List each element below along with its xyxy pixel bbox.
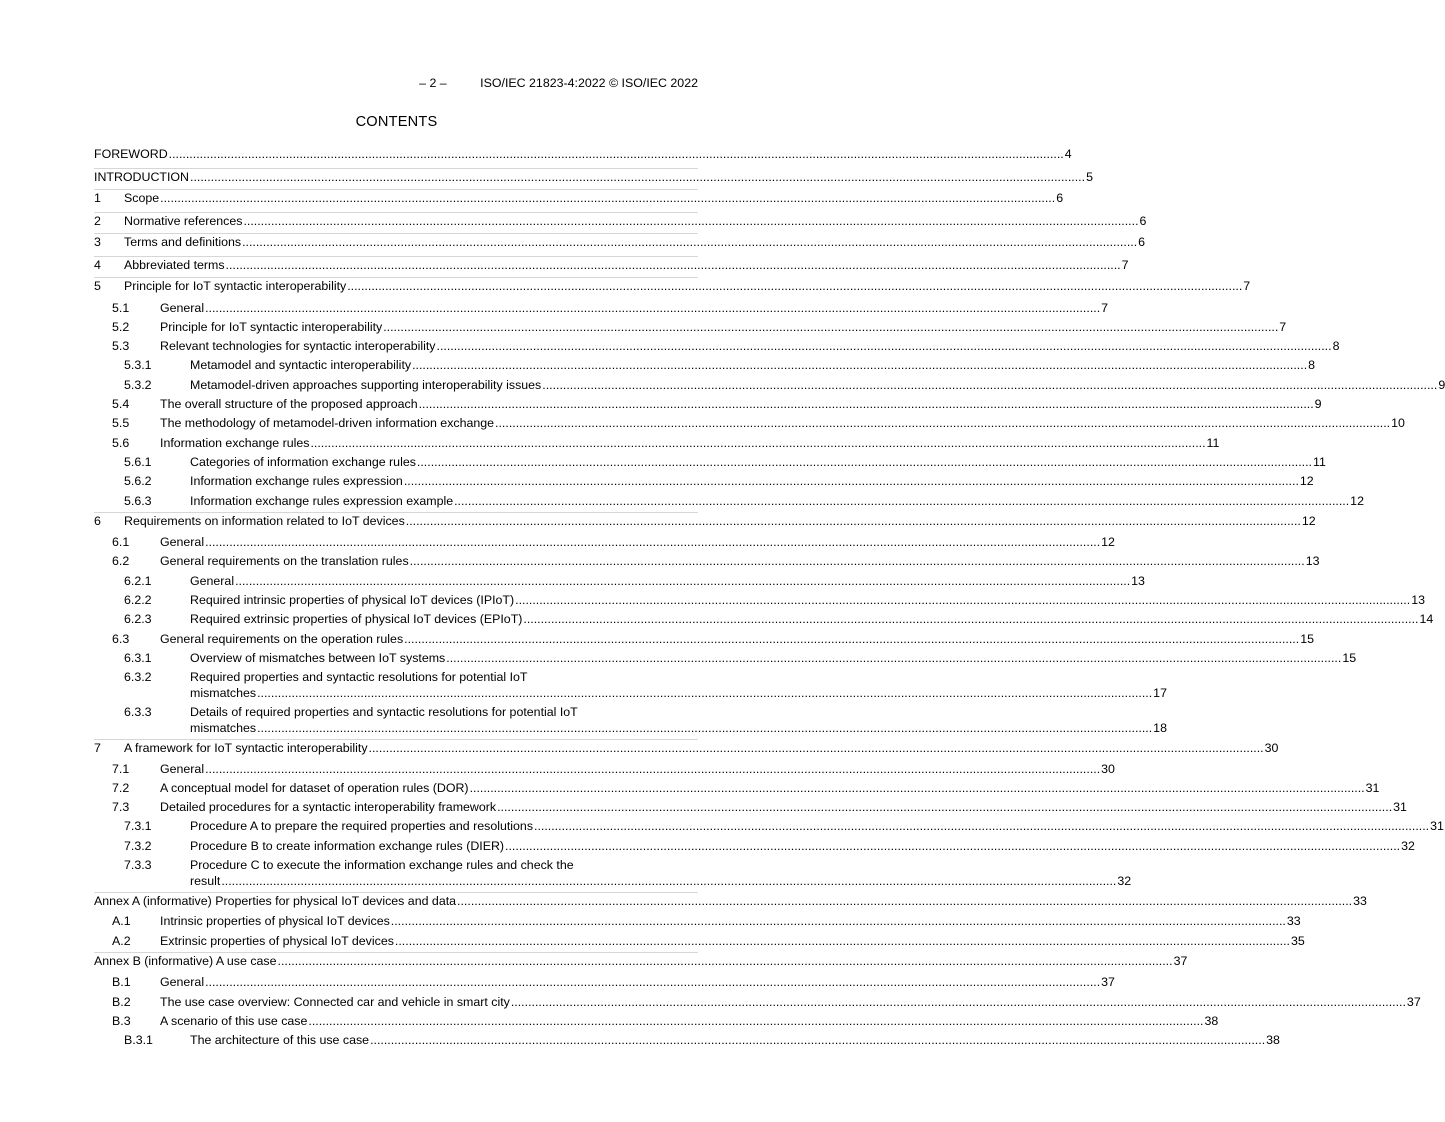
dot-leader: .................................................................................................................................................................................................................................................................... xyxy=(510,995,1406,1009)
toc-entry-title: Required extrinsic properties of physical IoT devices (EPIoT) xyxy=(190,612,523,626)
page-number: – 2 – xyxy=(419,76,447,90)
toc-entry-title: Principle for IoT syntactic interoperability xyxy=(124,279,347,293)
toc-entry-page: 9 xyxy=(1438,378,1445,392)
dot-leader: .................................................................................................................................................................................................................................................................... xyxy=(205,535,1101,549)
toc-entry-number: 7.3 xyxy=(112,800,130,814)
toc-entry xyxy=(94,650,1357,666)
toc-entry-page: 32 xyxy=(1401,839,1415,853)
toc-entry-number: 5.4 xyxy=(112,397,130,411)
dot-leader: .................................................................................................................................................................................................................................................................... xyxy=(242,235,1138,249)
toc-entry-number: 7.3.1 xyxy=(124,819,152,833)
toc-entry-title: A framework for IoT syntactic interoperability xyxy=(124,741,368,755)
toc-entry-title: A scenario of this use case xyxy=(160,1014,308,1028)
toc-entry xyxy=(94,952,1188,969)
dot-leader: .................................................................................................................................................................................................................................................................... xyxy=(409,554,1305,568)
toc-entry-page: 12 xyxy=(1350,494,1364,508)
toc-entry xyxy=(94,473,1314,489)
toc-entry-number: B.3 xyxy=(112,1014,131,1028)
dot-leader: .................................................................................................................................................................................................................................................................... xyxy=(523,612,1419,626)
toc-entry-title: Detailed procedures for a syntactic interoperability framework xyxy=(160,800,497,814)
toc-entry-title: mismatches xyxy=(190,686,257,700)
toc-entry-page: 7 xyxy=(1279,320,1287,334)
toc-entry-page: 13 xyxy=(1411,593,1425,607)
toc-entry-page: 33 xyxy=(1353,894,1367,908)
toc-entry-title: Terms and definitions xyxy=(124,235,242,249)
toc-entry-page: 30 xyxy=(1101,762,1115,776)
toc-entry-title: Information exchange rules xyxy=(160,436,310,450)
toc-entry-number: 6.2.3 xyxy=(124,612,152,626)
toc-entry-number: 5 xyxy=(94,279,101,293)
toc-entry-page: 7 xyxy=(1243,279,1251,293)
toc-entry xyxy=(94,534,1115,550)
toc-entry-title: Information exchange rules expression xyxy=(190,474,403,488)
toc-entry-number: 7.3.2 xyxy=(124,839,152,853)
toc-entry-title: Principle for IoT syntactic interoperability xyxy=(160,320,383,334)
toc-entry-title: Categories of information exchange rules xyxy=(190,455,416,469)
toc-entry-title: Normative references xyxy=(124,214,243,228)
toc-entry xyxy=(94,913,1301,929)
toc-entry-title: mismatches xyxy=(190,721,257,735)
toc-entry-title: The overall structure of the proposed approach xyxy=(160,397,418,411)
dot-leader: .................................................................................................................................................................................................................................................................... xyxy=(205,762,1101,776)
toc-entry-title: Relevant technologies for syntactic interoperability xyxy=(160,339,436,353)
toc-entry xyxy=(94,838,1415,854)
toc-entry-number: 6.2.1 xyxy=(124,574,152,588)
toc-entry-title: Scope xyxy=(124,191,160,205)
toc-entry xyxy=(94,189,1064,206)
toc-entry-number: A.2 xyxy=(112,934,131,948)
dot-leader: .................................................................................................................................................................................................................................................................... xyxy=(403,474,1299,488)
dot-leader: .................................................................................................................................................................................................................................................................... xyxy=(190,170,1086,184)
dot-leader: .................................................................................................................................................................................................................................................................... xyxy=(205,975,1101,989)
toc-entry-title: General xyxy=(160,535,205,549)
toc-entry-number: 5.5 xyxy=(112,416,130,430)
dot-leader: .................................................................................................................................................................................................................................................................... xyxy=(497,800,1393,814)
toc-entry-page: 37 xyxy=(1406,995,1421,1009)
dot-leader: .................................................................................................................................................................................................................................................................... xyxy=(404,632,1300,646)
dot-leader: .................................................................................................................................................................................................................................................................... xyxy=(416,455,1312,469)
toc-entry-title: Overview of mismatches between IoT systems xyxy=(190,651,446,665)
toc-entry-page: 11 xyxy=(1206,436,1220,450)
toc-entry-page: 12 xyxy=(1301,514,1316,528)
toc-entry xyxy=(94,493,1364,509)
toc-entry-number: 5.2 xyxy=(112,320,130,334)
toc-entry xyxy=(94,168,1093,185)
toc-entry xyxy=(94,799,1407,815)
dot-leader: .................................................................................................................................................................................................................................................................... xyxy=(394,934,1290,948)
toc-entry-page: 4 xyxy=(1064,147,1072,161)
toc-entry-title: Procedure A to prepare the required properties and resolutions xyxy=(190,819,534,833)
toc-entry-page: 8 xyxy=(1332,339,1340,353)
toc-entry-number: 2 xyxy=(94,214,101,228)
toc-entry xyxy=(94,277,1251,294)
toc-entry-number: 3 xyxy=(94,235,101,249)
toc-entry-page: 12 xyxy=(1299,474,1314,488)
toc-entry-page: 7 xyxy=(1121,258,1129,272)
toc-entry xyxy=(94,739,1279,756)
toc-entry xyxy=(94,212,1147,229)
dot-leader: .................................................................................................................................................................................................................................................................... xyxy=(257,686,1153,700)
toc-entry xyxy=(94,761,1115,777)
toc-entry-number: 1 xyxy=(94,191,101,205)
toc-entry-number: 5.6.3 xyxy=(124,494,152,508)
toc-entry xyxy=(94,435,1220,451)
toc-entry-page: 13 xyxy=(1305,554,1320,568)
toc-entry xyxy=(94,592,1425,608)
toc-entry-page: 5 xyxy=(1086,170,1093,184)
toc-entry-number: 7.3.3 xyxy=(124,858,152,872)
toc-entry-title: General xyxy=(160,975,205,989)
toc-entry-page: 38 xyxy=(1204,1014,1219,1028)
dot-leader: .................................................................................................................................................................................................................................................................... xyxy=(368,741,1264,755)
toc-entry xyxy=(94,300,1109,316)
dot-leader: .................................................................................................................................................................................................................................................................... xyxy=(412,358,1308,372)
dot-leader: .................................................................................................................................................................................................................................................................... xyxy=(469,781,1365,795)
toc-entry-title: Extrinsic properties of physical IoT devices xyxy=(160,934,394,948)
toc-entry xyxy=(94,319,1287,335)
toc-entry xyxy=(94,1013,1219,1029)
toc-entry xyxy=(94,454,1326,470)
toc-entry-page: 12 xyxy=(1101,535,1115,549)
toc-entry-number: 5.3.1 xyxy=(124,358,152,372)
toc-entry xyxy=(94,573,1145,589)
toc-entry xyxy=(94,669,1167,701)
toc-entry-page: 13 xyxy=(1131,574,1145,588)
toc-entry-page: 38 xyxy=(1266,1033,1280,1047)
toc-entry-title: FOREWORD xyxy=(94,147,168,161)
toc-entry-title: The use case overview: Connected car and vehicle in smart city xyxy=(160,995,510,1009)
toc-entry xyxy=(94,357,1316,373)
toc-entry-page: 6 xyxy=(1056,191,1064,205)
dot-leader: .................................................................................................................................................................................................................................................................... xyxy=(542,378,1438,392)
toc-entry xyxy=(94,818,1444,834)
toc-entry-number: 6 xyxy=(94,514,101,528)
toc-entry-page: 32 xyxy=(1117,874,1132,888)
contents-title: CONTENTS xyxy=(355,114,438,130)
dot-leader: .................................................................................................................................................................................................................................................................... xyxy=(205,301,1101,315)
toc-entry-title: Abbreviated terms xyxy=(124,258,225,272)
toc-entry-title: The methodology of metamodel-driven information exchange xyxy=(160,416,495,430)
toc-entry xyxy=(94,892,1367,909)
dot-leader: .................................................................................................................................................................................................................................................................... xyxy=(390,914,1286,928)
dot-leader: .................................................................................................................................................................................................................................................................... xyxy=(221,874,1117,888)
toc-entry-page: 31 xyxy=(1393,800,1407,814)
toc-entry xyxy=(94,553,1320,569)
dot-leader: .................................................................................................................................................................................................................................................................... xyxy=(495,416,1391,430)
toc-entry-title: Requirements on information related to IoT devices xyxy=(124,514,405,528)
toc-entry-title: result xyxy=(190,874,221,888)
toc-entry-number: 5.6.2 xyxy=(124,474,152,488)
toc-entry xyxy=(94,415,1405,431)
dot-leader: .................................................................................................................................................................................................................................................................... xyxy=(383,320,1279,334)
toc-entry-number: 7.2 xyxy=(112,781,130,795)
toc-entry-page: 7 xyxy=(1101,301,1109,315)
toc-entry xyxy=(94,512,1316,529)
dot-leader: .................................................................................................................................................................................................................................................................... xyxy=(457,894,1353,908)
toc-entry-title-line1: Required properties and syntactic resolutions for potential IoT xyxy=(190,670,528,684)
dot-leader: .................................................................................................................................................................................................................................................................... xyxy=(160,191,1056,205)
toc-entry-page: 9 xyxy=(1314,397,1322,411)
toc-entry-number: 5.3.2 xyxy=(124,378,152,392)
toc-entry-number: 5.6.1 xyxy=(124,455,152,469)
toc-entry-page: 35 xyxy=(1290,934,1305,948)
toc-entry-number: 6.1 xyxy=(112,535,130,549)
document-identifier: ISO/IEC 21823-4:2022 © ISO/IEC 2022 xyxy=(480,76,698,90)
toc-entry-number: 5.3 xyxy=(112,339,130,353)
toc-entry-page: 6 xyxy=(1138,235,1146,249)
toc-entry-page: 14 xyxy=(1419,612,1434,626)
toc-entry-number: 7 xyxy=(94,741,101,755)
dot-leader: .................................................................................................................................................................................................................................................................... xyxy=(418,397,1314,411)
toc-entry-title: Annex B (informative) A use case xyxy=(94,954,277,968)
toc-entry-page: 10 xyxy=(1391,416,1405,430)
toc-entry xyxy=(94,146,1072,162)
toc-entry xyxy=(94,857,1132,889)
toc-entry-page: 33 xyxy=(1286,914,1301,928)
dot-leader: .................................................................................................................................................................................................................................................................... xyxy=(515,593,1411,607)
dot-leader: .................................................................................................................................................................................................................................................................... xyxy=(370,1033,1266,1047)
dot-leader: .................................................................................................................................................................................................................................................................... xyxy=(225,258,1121,272)
toc-entry-title: Metamodel-driven approaches supporting interoperability issues xyxy=(190,378,542,392)
toc-entry-number: 4 xyxy=(94,258,101,272)
toc-entry-number: 6.3.2 xyxy=(124,670,152,684)
toc-entry-page: 17 xyxy=(1153,686,1167,700)
toc-entry xyxy=(94,1032,1280,1048)
toc-entry-title: Information exchange rules expression example xyxy=(190,494,454,508)
dot-leader: .................................................................................................................................................................................................................................................................... xyxy=(347,279,1243,293)
toc-entry xyxy=(94,256,1129,273)
toc-entry-page: 31 xyxy=(1430,819,1444,833)
toc-entry-title: Annex A (informative) Properties for physical IoT devices and data xyxy=(94,894,457,908)
toc-entry-title: Intrinsic properties of physical IoT devices xyxy=(160,914,390,928)
toc-entry-page: 8 xyxy=(1308,358,1316,372)
toc-entry xyxy=(94,338,1340,354)
toc-entry xyxy=(94,611,1434,627)
toc-entry xyxy=(94,933,1305,949)
toc-entry-page: 37 xyxy=(1101,975,1115,989)
toc-entry xyxy=(94,377,1445,393)
toc-entry-title: The architecture of this use case xyxy=(190,1033,370,1047)
dot-leader: .................................................................................................................................................................................................................................................................... xyxy=(257,721,1153,735)
toc-entry xyxy=(94,994,1421,1010)
toc-entry-page: 15 xyxy=(1300,632,1314,646)
toc-entry-number: B.2 xyxy=(112,995,131,1009)
toc-entry-title: General requirements on the operation rules xyxy=(160,632,404,646)
dot-leader: .................................................................................................................................................................................................................................................................... xyxy=(310,436,1206,450)
dot-leader: .................................................................................................................................................................................................................................................................... xyxy=(505,839,1401,853)
dot-leader: .................................................................................................................................................................................................................................................................... xyxy=(534,819,1430,833)
toc-entry-number: 7.1 xyxy=(112,762,130,776)
toc-entry xyxy=(94,704,1167,736)
toc-entry xyxy=(94,631,1314,647)
dot-leader: .................................................................................................................................................................................................................................................................... xyxy=(277,954,1173,968)
dot-leader: .................................................................................................................................................................................................................................................................... xyxy=(436,339,1332,353)
toc-entry-number: 6.3.1 xyxy=(124,651,152,665)
dot-leader: .................................................................................................................................................................................................................................................................... xyxy=(454,494,1350,508)
toc-entry-page: 6 xyxy=(1139,214,1147,228)
toc-entry-page: 11 xyxy=(1312,455,1326,469)
toc-entry-title-line1: Details of required properties and syntactic resolutions for potential IoT xyxy=(190,705,578,719)
toc-entry-number: B.1 xyxy=(112,975,131,989)
toc-entry-title: Metamodel and syntactic interoperability xyxy=(190,358,412,372)
toc-entry-number: 6.2 xyxy=(112,554,130,568)
toc-entry-title-line1: Procedure C to execute the information exchange rules and check the xyxy=(190,858,574,872)
toc-entry-title: INTRODUCTION xyxy=(94,170,189,184)
toc-entry-page: 37 xyxy=(1173,954,1188,968)
toc-entry-number: 6.3 xyxy=(112,632,130,646)
toc-entry-number: 6.3.3 xyxy=(124,705,152,719)
toc-entry-title: A conceptual model for dataset of operation rules (DOR) xyxy=(160,781,469,795)
toc-entry-title: General xyxy=(160,301,205,315)
toc-entry xyxy=(94,396,1322,412)
dot-leader: .................................................................................................................................................................................................................................................................... xyxy=(235,574,1131,588)
toc-entry xyxy=(94,974,1115,990)
toc-entry-number: 5.1 xyxy=(112,301,130,315)
dot-leader: .................................................................................................................................................................................................................................................................... xyxy=(308,1014,1204,1028)
toc-entry-page: 18 xyxy=(1153,721,1167,735)
dot-leader: .................................................................................................................................................................................................................................................................... xyxy=(168,147,1064,161)
dot-leader: .................................................................................................................................................................................................................................................................... xyxy=(243,214,1139,228)
toc-entry-number: 5.6 xyxy=(112,436,130,450)
toc-entry-page: 30 xyxy=(1264,741,1279,755)
dot-leader: .................................................................................................................................................................................................................................................................... xyxy=(405,514,1301,528)
toc-entry-title: General requirements on the translation rules xyxy=(160,554,409,568)
toc-entry xyxy=(94,780,1380,796)
toc-entry-title: Required intrinsic properties of physical IoT devices (IPIoT) xyxy=(190,593,515,607)
toc-entry-title: Procedure B to create information exchange rules (DIER) xyxy=(190,839,505,853)
toc-entry-page: 31 xyxy=(1365,781,1380,795)
toc-entry-title: General xyxy=(190,574,235,588)
toc-entry-title: General xyxy=(160,762,205,776)
toc-entry-page: 15 xyxy=(1342,651,1357,665)
toc-entry-number: A.1 xyxy=(112,914,131,928)
toc-entry-number: 6.2.2 xyxy=(124,593,152,607)
toc-entry xyxy=(94,233,1146,250)
dot-leader: .................................................................................................................................................................................................................................................................... xyxy=(446,651,1342,665)
toc-entry-number: B.3.1 xyxy=(124,1033,153,1047)
